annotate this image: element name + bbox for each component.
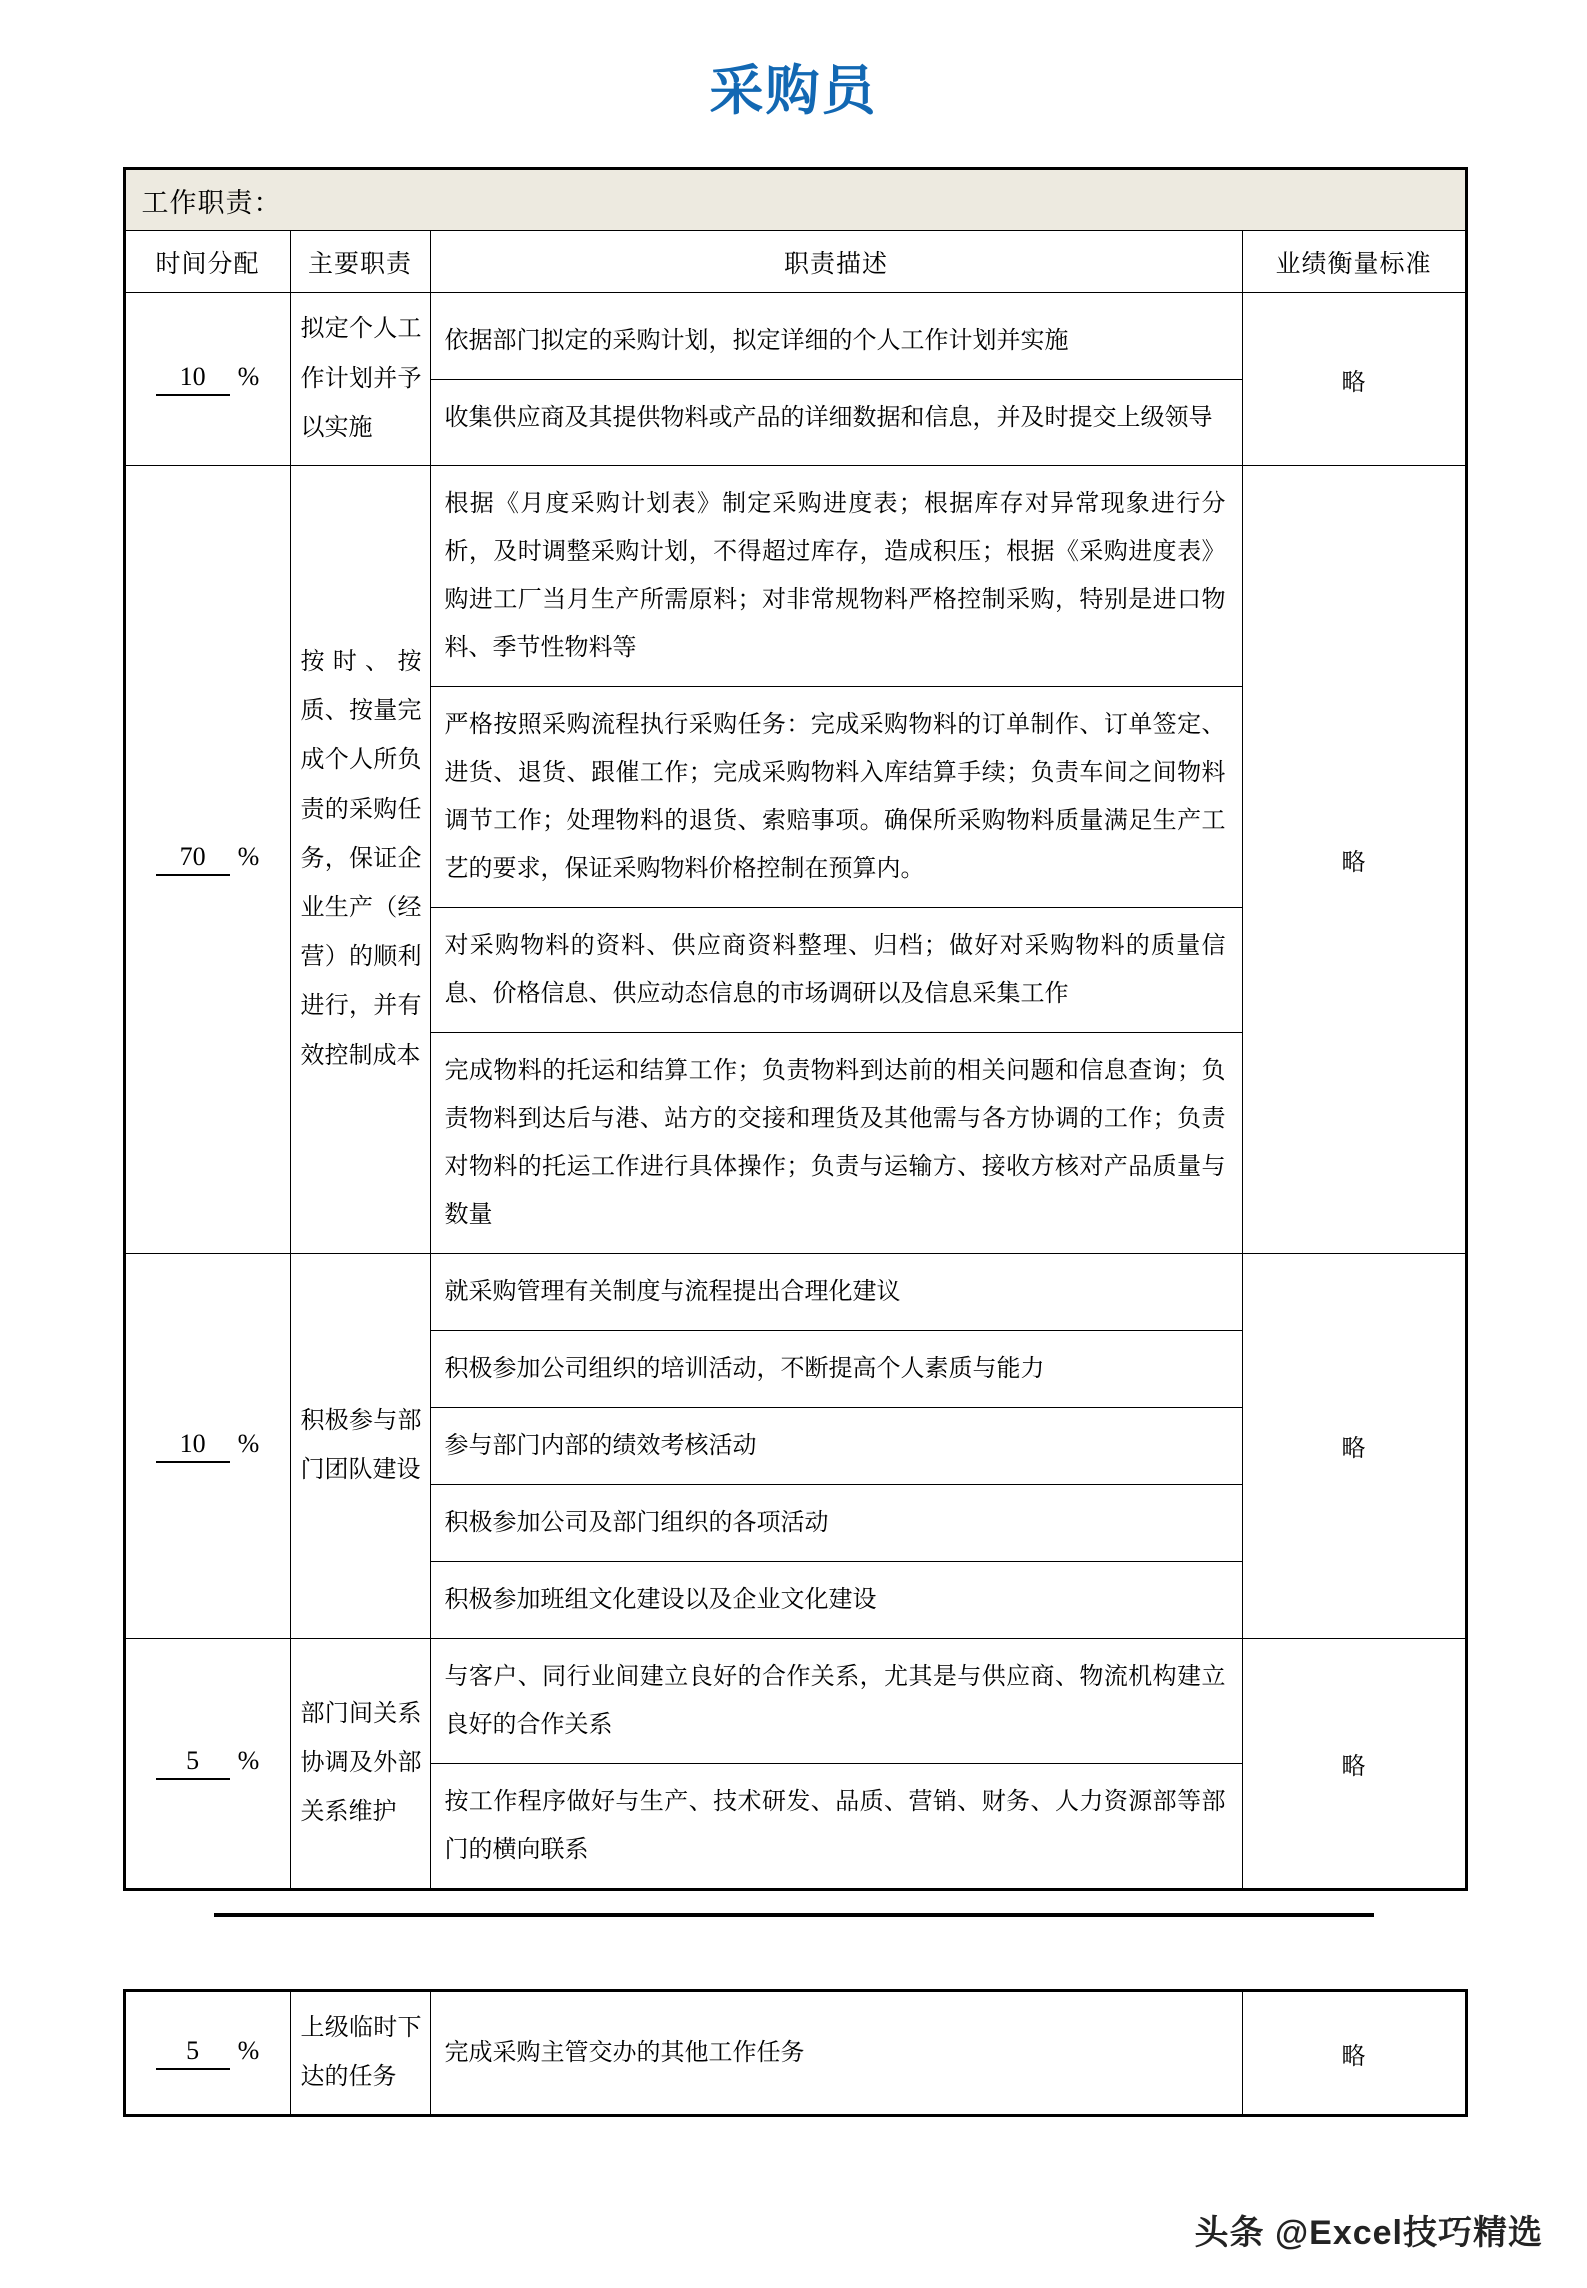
main-duty-cell: 拟定个人工作计划并予以实施 <box>290 293 430 466</box>
job-responsibility-table <box>123 167 1468 1891</box>
description-item: 按工作程序做好与生产、技术研发、品质、营销、财务、人力资源部等部门的横向联系 <box>444 1788 1226 1863</box>
time-allocation-cell <box>124 293 290 466</box>
time-allocation-cell <box>124 1253 290 1638</box>
description-sublist <box>431 303 1242 456</box>
job-responsibility-table-continued-wrapper <box>123 1989 1465 2117</box>
percent-value: 5 <box>156 1746 230 1780</box>
main-duty-cell: 部门间关系协调及外部关系维护 <box>290 1638 430 1889</box>
table-row <box>124 1990 1466 2115</box>
main-duty-cell: 上级临时下达的任务 <box>290 1990 430 2115</box>
percent-sign: % <box>237 1746 260 1776</box>
description-item: 积极参加公司及部门组织的各项活动 <box>431 1484 1242 1561</box>
percent-value: 10 <box>156 1429 230 1463</box>
description-item: 严格按照采购流程执行采购任务：完成采购物料的订单制作、订单签定、进货、退货、跟催工作；完成采购物料入库结算手续；负责车间之间物料调节工作；处理物料的退货、索赔事项。确保所采购物料质量满足生产工艺的要求，保证采购物料价格控制在预算内。 <box>431 686 1242 907</box>
performance-standard-cell: 略 <box>1242 465 1466 1253</box>
percent-sign: % <box>237 842 260 872</box>
description-item: 积极参加班组文化建设以及企业文化建设 <box>444 1586 877 1613</box>
header-duty-description: 职责描述 <box>430 231 1242 293</box>
percent-value: 10 <box>156 362 230 396</box>
performance-standard-cell: 略 <box>1242 1253 1466 1638</box>
header-performance-standard: 业绩衡量标准 <box>1242 231 1466 293</box>
table-row <box>124 1253 1466 1638</box>
table-row <box>124 465 1466 1253</box>
header-time-allocation: 时间分配 <box>124 231 290 293</box>
duty-description-cell <box>430 1253 1242 1638</box>
description-item: 参与部门内部的绩效考核活动 <box>431 1407 1242 1484</box>
percent-sign: % <box>237 362 260 392</box>
job-responsibility-table-continued <box>123 1989 1468 2117</box>
table-row <box>124 1638 1466 1889</box>
percent-value: 70 <box>156 842 230 876</box>
duty-description-cell <box>430 465 1242 1253</box>
table-row <box>124 293 1466 466</box>
description-sublist <box>431 1254 1242 1638</box>
time-allocation-cell <box>124 465 290 1253</box>
description-item: 对采购物料的资料、供应商资料整理、归档；做好对采购物料的质量信息、价格信息、供应动态信息的市场调研以及信息采集工作 <box>431 907 1242 1032</box>
description-item: 完成物料的托运和结算工作；负责物料到达前的相关问题和信息查询；负责物料到达后与港、站方的交接和理货及其他需与各方协调的工作；负责对物料的托运工作进行具体操作；负责与运输方、接收方核对产品质量与数量 <box>444 1057 1226 1228</box>
main-duty-cell: 积极参与部门团队建设 <box>290 1253 430 1638</box>
duty-description-cell <box>430 293 1242 466</box>
percent-value: 5 <box>156 2036 230 2070</box>
performance-standard-cell: 略 <box>1242 293 1466 466</box>
duty-description-cell <box>430 1990 1242 2115</box>
duty-description-cell <box>430 1638 1242 1889</box>
description-item: 与客户、同行业间建立良好的合作关系，尤其是与供应商、物流机构建立良好的合作关系 <box>431 1639 1242 1764</box>
banner-row <box>124 169 1466 231</box>
time-allocation-cell <box>124 1638 290 1889</box>
description-item: 积极参加公司组织的培训活动，不断提高个人素质与能力 <box>431 1330 1242 1407</box>
description-item: 根据《月度采购计划表》制定采购进度表；根据库存对异常现象进行分析，及时调整采购计划，不得超过库存，造成积压；根据《采购进度表》购进工厂当月生产所需原料；对非常规物料严格控制采购，特别是进口物料、季节性物料等 <box>431 466 1242 687</box>
section-divider <box>214 1913 1374 1917</box>
description-item: 就采购管理有关制度与流程提出合理化建议 <box>431 1254 1242 1331</box>
percent-sign: % <box>237 1428 260 1458</box>
header-main-duty: 主要职责 <box>290 231 430 293</box>
time-allocation-cell <box>124 1990 290 2115</box>
table-body <box>124 169 1466 1890</box>
description-item: 收集供应商及其提供物料或产品的详细数据和信息，并及时提交上级领导 <box>444 404 1213 431</box>
description-item: 完成采购主管交办的其他工作任务 <box>444 2040 805 2067</box>
percent-sign: % <box>237 2036 260 2066</box>
performance-standard-cell: 略 <box>1242 1638 1466 1889</box>
description-sublist <box>431 466 1242 1253</box>
column-header-row <box>124 231 1466 293</box>
description-item: 依据部门拟定的采购计划，拟定详细的个人工作计划并实施 <box>431 303 1242 380</box>
watermark-text: 头条 @Excel技巧精选 <box>1194 2214 1543 2252</box>
job-responsibility-table-wrapper <box>123 167 1465 1891</box>
performance-standard-cell: 略 <box>1242 1990 1466 2115</box>
description-sublist <box>431 2015 1242 2091</box>
description-sublist <box>431 1639 1242 1888</box>
main-duty-cell: 按时、按质、按量完成个人所负责的采购任务，保证企业生产（经营）的顺利进行，并有效控制成本 <box>290 465 430 1253</box>
table-body-continued <box>124 1990 1466 2115</box>
page-title: 采购员 <box>709 61 878 121</box>
banner-label: 工作职责： <box>124 169 1466 231</box>
